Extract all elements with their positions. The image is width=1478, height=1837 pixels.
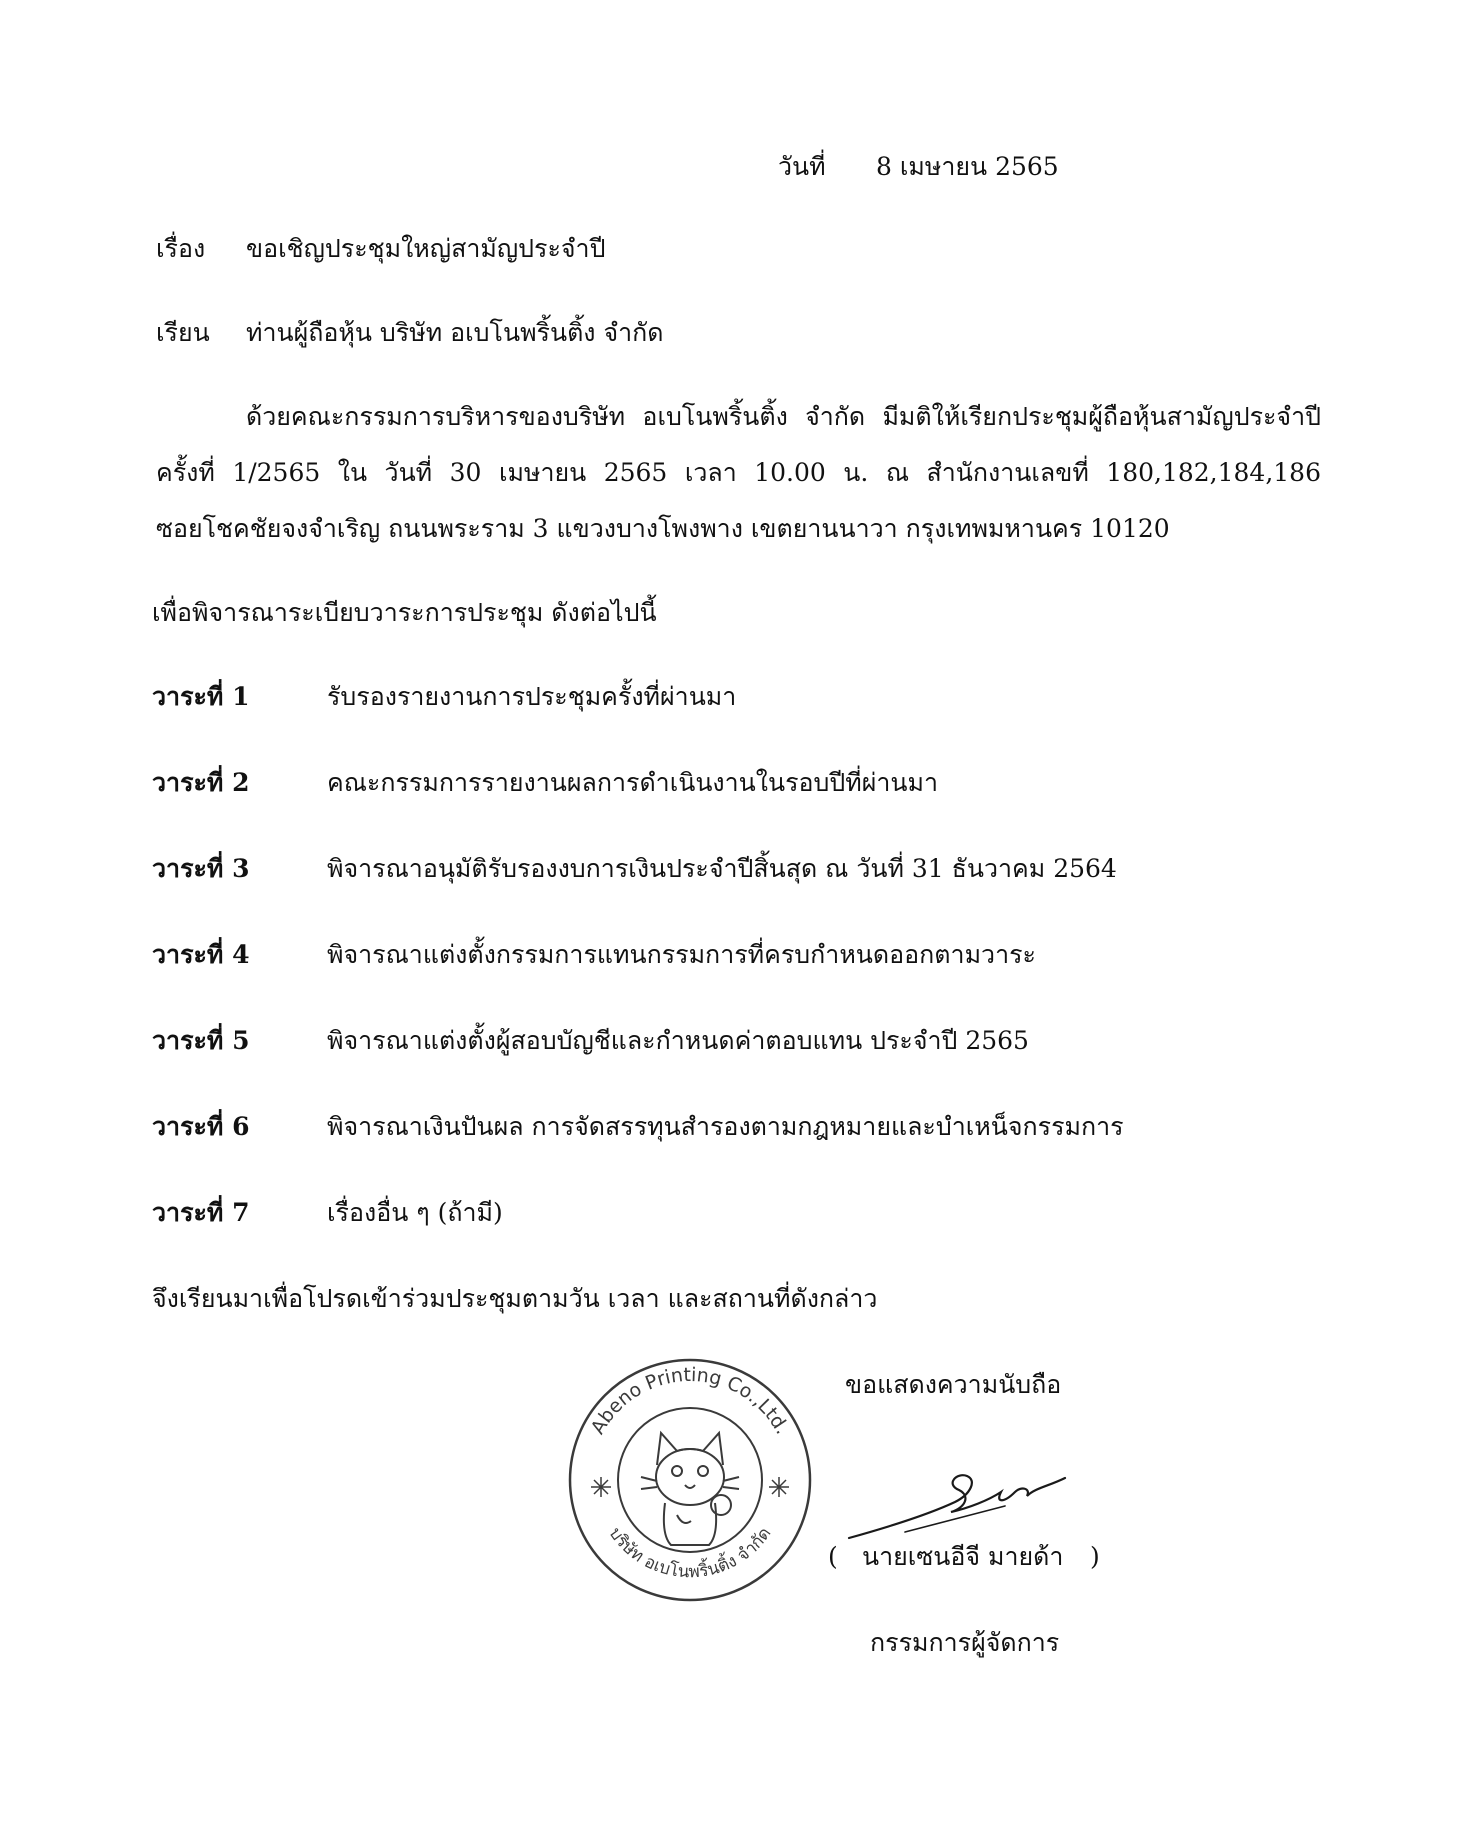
agenda-item <box>152 1110 1352 1146</box>
signer-close-paren: ) <box>1090 1542 1100 1571</box>
agenda-number: วาระที่ 6 <box>152 1112 250 1141</box>
body-line-2 <box>156 456 1321 490</box>
seal-text-thai: บริษัท อเบโนพริ้นติ้ง จำกัด <box>604 1523 776 1583</box>
recipient-text: ท่านผู้ถือหุ้น บริษัท อเบโนพริ้นติ้ง จำกัด <box>246 318 664 347</box>
regards-text: ขอแสดงความนับถือ <box>845 1370 1062 1399</box>
agenda-item <box>152 852 1352 888</box>
closing-text: จึงเรียนมาเพื่อโปรดเข้าร่วมประชุมตามวัน เวลา และสถานที่ดังกล่าว <box>152 1284 878 1313</box>
subject-text: ขอเชิญประชุมใหญ่สามัญประจำปี <box>246 234 606 263</box>
date-value: 8 เมษายน 2565 <box>876 152 1059 181</box>
recipient-label: เรียน <box>156 318 210 347</box>
agenda-text: พิจารณาแต่งตั้งกรรมการแทนกรรมการที่ครบกำหนดออกตามวาระ <box>327 940 1036 969</box>
seal-inner-ring <box>618 1408 762 1552</box>
body-line-3: ซอยโชคชัยจงจำเริญ ถนนพระราม 3 แขวงบางโพงพาง เขตยานนาวา กรุงเทพมหานคร 10120 <box>156 514 1170 543</box>
agenda-text: พิจารณาเงินปันผล การจัดสรรทุนสำรองตามกฎหมายและบำเหน็จกรรมการ <box>327 1112 1124 1141</box>
body-line-1-text: ด้วยคณะกรรมการบริหารของบริษัท อเบโนพริ้นติ้ง จำกัด มีมติให้เรียกประชุมผู้ถือหุ้นสามัญประจำปี <box>246 402 1321 431</box>
agenda-text: คณะกรรมการรายงานผลการดำเนินงานในรอบปีที่ผ่านมา <box>327 768 939 797</box>
agenda-text: พิจารณาแต่งตั้งผู้สอบบัญชีและกำหนดค่าตอบแทน ประจำปี 2565 <box>327 1026 1029 1055</box>
agenda-text: พิจารณาอนุมัติรับรองงบการเงินประจำปีสิ้นสุด ณ วันที่ 31 ธันวาคม 2564 <box>327 854 1117 883</box>
agenda-intro: เพื่อพิจารณาระเบียบวาระการประชุม ดังต่อไปนี้ <box>152 598 657 627</box>
agenda-item <box>152 680 1352 716</box>
agenda-number: วาระที่ 3 <box>152 854 250 883</box>
signer-open-paren: ( <box>828 1542 838 1571</box>
agenda-number: วาระที่ 5 <box>152 1026 250 1055</box>
signer-title: กรรมการผู้จัดการ <box>870 1628 1060 1657</box>
subject-label: เรื่อง <box>156 234 206 263</box>
seal-star-left-icon <box>591 1477 611 1497</box>
agenda-text: รับรองรายงานการประชุมครั้งที่ผ่านมา <box>327 682 737 711</box>
body-line-2-text: ครั้งที่ 1/2565 ใน วันที่ 30 เมษายน 2565 เวลา 10.00 น. ณ สำนักงานเลขที่ 180,182,184,186 <box>156 458 1321 487</box>
agenda-item <box>152 938 1352 974</box>
agenda-item <box>152 766 1352 802</box>
signer-name: นายเซนอีจี มายด้า <box>862 1542 1064 1571</box>
agenda-number: วาระที่ 4 <box>152 940 250 969</box>
agenda-text: เรื่องอื่น ๆ (ถ้ามี) <box>327 1198 503 1227</box>
agenda-item <box>152 1196 1352 1232</box>
agenda-number: วาระที่ 7 <box>152 1198 250 1227</box>
agenda-item <box>152 1024 1352 1060</box>
date-label: วันที่ <box>778 152 826 181</box>
seal-star-right-icon <box>769 1477 789 1497</box>
body-line-1 <box>246 400 1321 434</box>
agenda-number: วาระที่ 1 <box>152 682 250 711</box>
agenda-number: วาระที่ 2 <box>152 768 250 797</box>
signature <box>845 1462 1070 1552</box>
seal-text-english: Abeno Printing Co.,Ltd. <box>586 1363 794 1439</box>
company-seal <box>565 1355 815 1605</box>
cat-mascot-icon <box>641 1433 739 1545</box>
